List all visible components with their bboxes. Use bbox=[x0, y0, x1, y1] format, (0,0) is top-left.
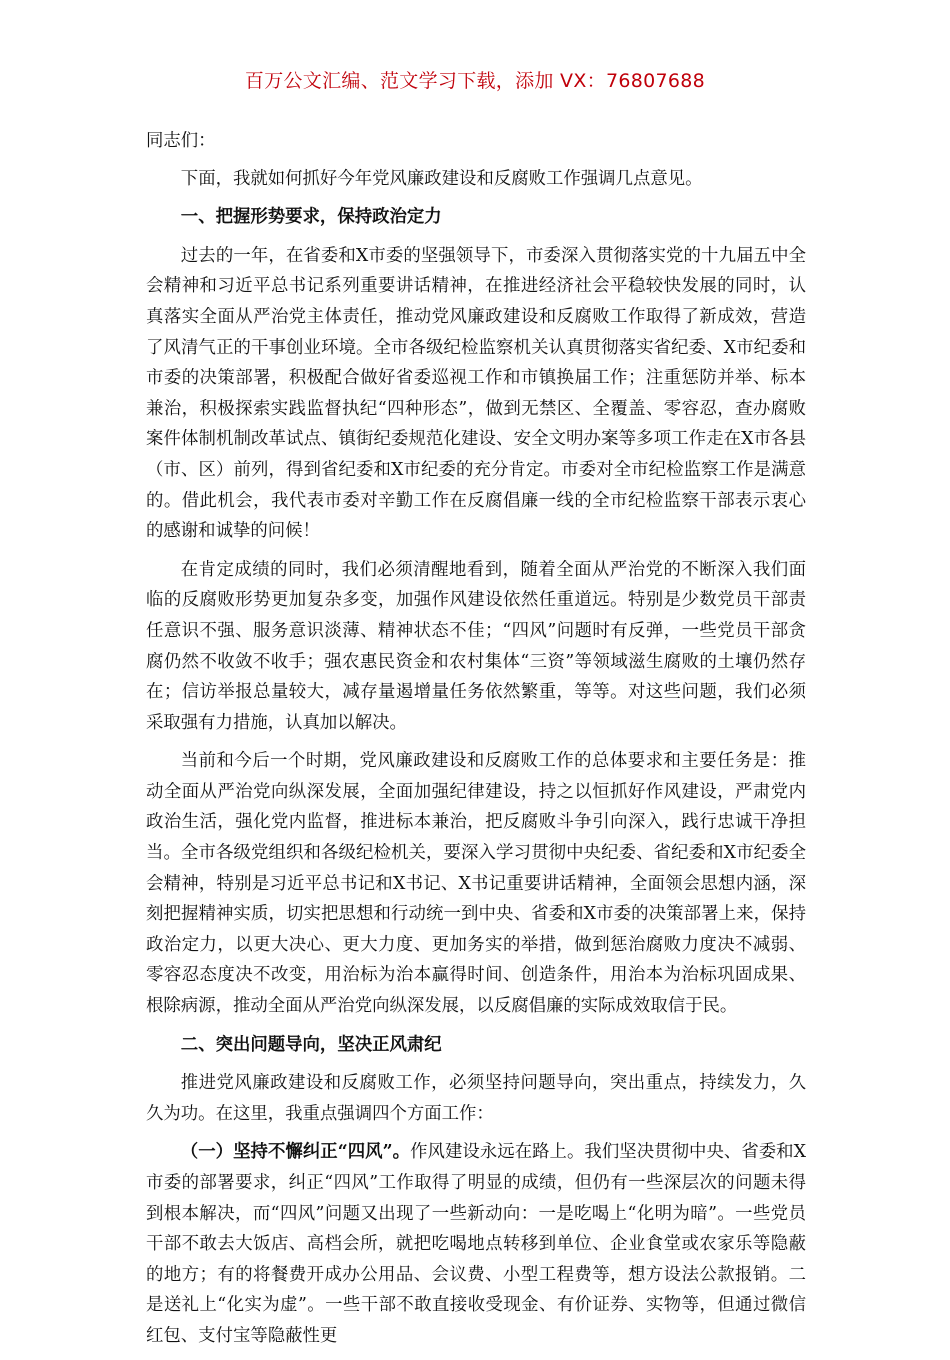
section-2-heading: 二、突出问题导向，坚决正风肃纪 bbox=[180, 1034, 442, 1055]
section-1-paragraph-3: 当前和今后一个时期，党风廉政建设和反腐败工作的总体要求和主要任务是：推动全面从严治党向纵深发展，全面加强纪律建设，持之以恒抓好作风建设，严肃党内政治生活，强化党内监督，推进标本兼治，把反腐败斗争引向深入，践行忠诚干净担当。全市各级党组织和各级纪检机关，要深入学习贯彻中央纪委、省纪委和X市纪委全会精神，特别是习近平总书记和X书记、X书记重要讲话精神，全面领会思想内涵，深刻把握精神实质，切实把思想和行动统一到中央、省委和X市委的决策部署上来，保持政治定力，以更大决心、更大力度、更加务实的举措，做到惩治腐败力度决不减弱、零容忍态度决不改变，用治标为治本赢得时间、创造条件，用治本为治标巩固成果、根除病源，推动全面从严治党向纵深发展，以反腐倡廉的实际成效取信于民。 bbox=[146, 751, 806, 1017]
section-1-paragraph-2: 在肯定成绩的同时，我们必须清醒地看到，随着全面从严治党的不断深入我们面临的反腐败形势更加复杂多变，加强作风建设依然任重道远。特别是少数党员干部责任意识不强、服务意识淡薄、精神状态不佳；“四风”问题时有反弹，一些党员干部贪腐仍然不收敛不收手；强农惠民资金和农村集体“三资”等领域滋生腐败的土壤仍然存在；信访举报总量较大，减存量遏增量任务依然繁重，等等。对这些问题，我们必须采取强有力措施，认真加以解决。 bbox=[146, 559, 806, 733]
subsection-1-text: 作风建设永远在路上。我们坚决贯彻中央、省委和X市委的部署要求，纠正“四风”工作取得了明显的成绩，但仍有一些深层次的问题未得到根本解决，而“四风”问题又出现了一些新动向：一是吃喝上“化明为暗”。一些党员干部不敢去大饭店、高档会所，就把吃喝地点转移到单位、企业食堂或农家乐等隐蔽的地方；有的将餐费开成办公用品、会议费、小型工程费等，想方设法公款报销。二是送礼上“化实为虚”。一些干部不敢直接收受现金、有价证券、实物等，但通过微信红包、支付宝等隐蔽性更 bbox=[146, 1142, 806, 1346]
watermark-header: 百万公文汇编、范文学习下载，添加 VX：76807688 bbox=[244, 70, 706, 92]
document-body bbox=[146, 126, 806, 1360]
section-2-paragraph-1: 推进党风廉政建设和反腐败工作，必须坚持问题导向，突出重点，持续发力，久久为功。在这里，我重点强调四个方面工作： bbox=[146, 1073, 806, 1124]
section-1-heading: 一、把握形势要求，保持政治定力 bbox=[180, 207, 442, 228]
section-2-subsection-1 bbox=[146, 1137, 806, 1351]
section-1-paragraph-1: 过去的一年，在省委和X市委的坚强领导下，市委深入贯彻落实党的十九届五中全会精神和习近平总书记系列重要讲话精神，在推进经济社会平稳较快发展的同时，认真落实全面从严治党主体责任，推动党风廉政建设和反腐败工作取得了新成效，营造了风清气正的干事创业环境。全市各级纪检监察机关认真贯彻落实省纪委、X市纪委和市委的决策部署，积极配合做好省委巡视工作和市镇换届工作；注重惩防并举、标本兼治，积极探索实践监督执纪“四种形态”，做到无禁区、全覆盖、零容忍，查办腐败案件体制机制改革试点、镇街纪委规范化建设、安全文明办案等多项工作走在X市各县（市、区）前列，得到省纪委和X市纪委的充分肯定。市委对全市纪检监察工作是满意的。借此机会，我代表市委对辛勤工作在反腐倡廉一线的全市纪检监察干部表示衷心的感谢和诚挚的问候！ bbox=[146, 245, 806, 542]
intro-paragraph: 下面，我就如何抓好今年党风廉政建设和反腐败工作强调几点意见。 bbox=[180, 168, 703, 189]
salutation: 同志们： bbox=[146, 131, 216, 151]
subsection-1-title: （一）坚持不懈纠正“四风”。 bbox=[180, 1142, 411, 1163]
